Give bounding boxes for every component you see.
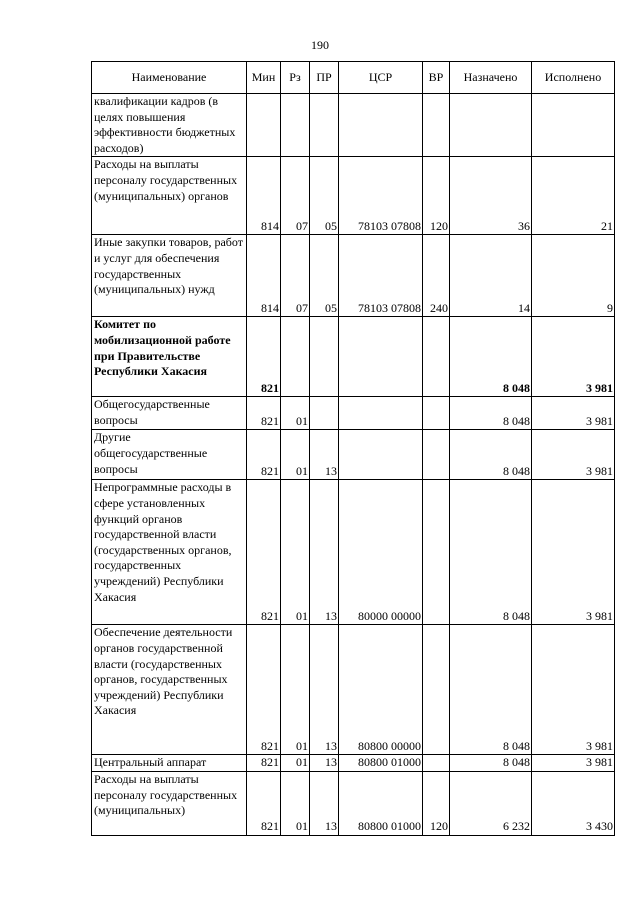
cell-assigned: 8 048: [450, 755, 532, 772]
cell-pr: 13: [310, 480, 339, 625]
cell-csr: [339, 397, 423, 430]
header-name: Наименование: [92, 62, 247, 94]
cell-name: Иные закупки товаров, работ и услуг для обеспечения государственных (муниципальных) нужд: [92, 235, 247, 317]
cell-vr: 120: [423, 157, 450, 235]
table-header-row: [92, 62, 615, 94]
cell-csr: 78103 07808: [339, 235, 423, 317]
cell-name: Обеспечение деятельности органов государственной власти (государственных органов, государственных учреждений) Республики Хакасия: [92, 625, 247, 755]
table-row: [92, 771, 615, 835]
cell-min: 814: [247, 157, 281, 235]
cell-min: 821: [247, 430, 281, 480]
cell-executed: 21: [532, 157, 615, 235]
cell-csr: [339, 94, 423, 157]
cell-pr: 13: [310, 771, 339, 835]
table-row: [92, 430, 615, 480]
cell-executed: 3 981: [532, 755, 615, 772]
cell-vr: [423, 480, 450, 625]
cell-min: 821: [247, 755, 281, 772]
budget-table: [91, 61, 615, 836]
cell-assigned: 8 048: [450, 397, 532, 430]
cell-vr: [423, 397, 450, 430]
header-vr: ВР: [423, 62, 450, 94]
header-assigned: Назначено: [450, 62, 532, 94]
cell-name: Комитет по мобилизационной работе при Правительстве Республики Хакасия: [92, 317, 247, 397]
cell-assigned: 8 048: [450, 625, 532, 755]
table-row: [92, 397, 615, 430]
cell-vr: [423, 755, 450, 772]
cell-min: 814: [247, 235, 281, 317]
cell-assigned: 36: [450, 157, 532, 235]
cell-name: Расходы на выплаты персоналу государственных (муниципальных): [92, 771, 247, 835]
cell-pr: 05: [310, 235, 339, 317]
cell-pr: 05: [310, 157, 339, 235]
cell-rz: 01: [281, 755, 310, 772]
cell-assigned: 8 048: [450, 480, 532, 625]
cell-rz: [281, 317, 310, 397]
cell-vr: 240: [423, 235, 450, 317]
table-row: [92, 755, 615, 772]
cell-csr: 80800 00000: [339, 625, 423, 755]
cell-vr: [423, 430, 450, 480]
cell-min: [247, 94, 281, 157]
cell-executed: 3 430: [532, 771, 615, 835]
cell-rz: 01: [281, 430, 310, 480]
table-row: [92, 94, 615, 157]
table-row: [92, 157, 615, 235]
cell-csr: [339, 430, 423, 480]
cell-rz: 01: [281, 625, 310, 755]
cell-rz: 07: [281, 235, 310, 317]
cell-executed: 3 981: [532, 625, 615, 755]
table-row: [92, 235, 615, 317]
cell-min: 821: [247, 317, 281, 397]
header-pr: ПР: [310, 62, 339, 94]
cell-executed: 3 981: [532, 317, 615, 397]
cell-min: 821: [247, 397, 281, 430]
cell-csr: 80000 00000: [339, 480, 423, 625]
cell-vr: [423, 94, 450, 157]
table-row: [92, 625, 615, 755]
header-csr: ЦСР: [339, 62, 423, 94]
cell-pr: 13: [310, 625, 339, 755]
cell-csr: 78103 07808: [339, 157, 423, 235]
cell-vr: [423, 625, 450, 755]
cell-executed: 3 981: [532, 480, 615, 625]
header-executed: Исполнено: [532, 62, 615, 94]
cell-rz: 01: [281, 771, 310, 835]
table-row: [92, 317, 615, 397]
cell-pr: [310, 397, 339, 430]
cell-assigned: 8 048: [450, 317, 532, 397]
cell-pr: [310, 317, 339, 397]
table-body: [92, 94, 615, 836]
cell-vr: [423, 317, 450, 397]
cell-executed: [532, 94, 615, 157]
cell-name: Центральный аппарат: [92, 755, 247, 772]
table-row: [92, 480, 615, 625]
cell-rz: 01: [281, 397, 310, 430]
cell-assigned: 14: [450, 235, 532, 317]
cell-min: 821: [247, 625, 281, 755]
cell-assigned: 6 232: [450, 771, 532, 835]
cell-assigned: [450, 94, 532, 157]
cell-rz: 07: [281, 157, 310, 235]
cell-name: квалификации кадров (в целях повышения эффективности бюджетных расходов): [92, 94, 247, 157]
cell-name: Другие общегосударственные вопросы: [92, 430, 247, 480]
cell-min: 821: [247, 771, 281, 835]
cell-pr: 13: [310, 755, 339, 772]
cell-executed: 3 981: [532, 430, 615, 480]
cell-executed: 9: [532, 235, 615, 317]
page-number: 190: [311, 38, 329, 52]
cell-pr: [310, 94, 339, 157]
cell-name: Расходы на выплаты персоналу государственных (муниципальных) органов: [92, 157, 247, 235]
cell-rz: [281, 94, 310, 157]
cell-rz: 01: [281, 480, 310, 625]
cell-name: Общегосударственные вопросы: [92, 397, 247, 430]
cell-vr: 120: [423, 771, 450, 835]
cell-pr: 13: [310, 430, 339, 480]
cell-csr: 80800 01000: [339, 755, 423, 772]
cell-name: Непрограммные расходы в сфере установленных функций органов государственной власти (государственных органов, государственных учреждений) Республики Хакасия: [92, 480, 247, 625]
header-min: Мин: [247, 62, 281, 94]
cell-executed: 3 981: [532, 397, 615, 430]
header-rz: Рз: [281, 62, 310, 94]
cell-min: 821: [247, 480, 281, 625]
cell-csr: [339, 317, 423, 397]
cell-csr: 80800 01000: [339, 771, 423, 835]
cell-assigned: 8 048: [450, 430, 532, 480]
